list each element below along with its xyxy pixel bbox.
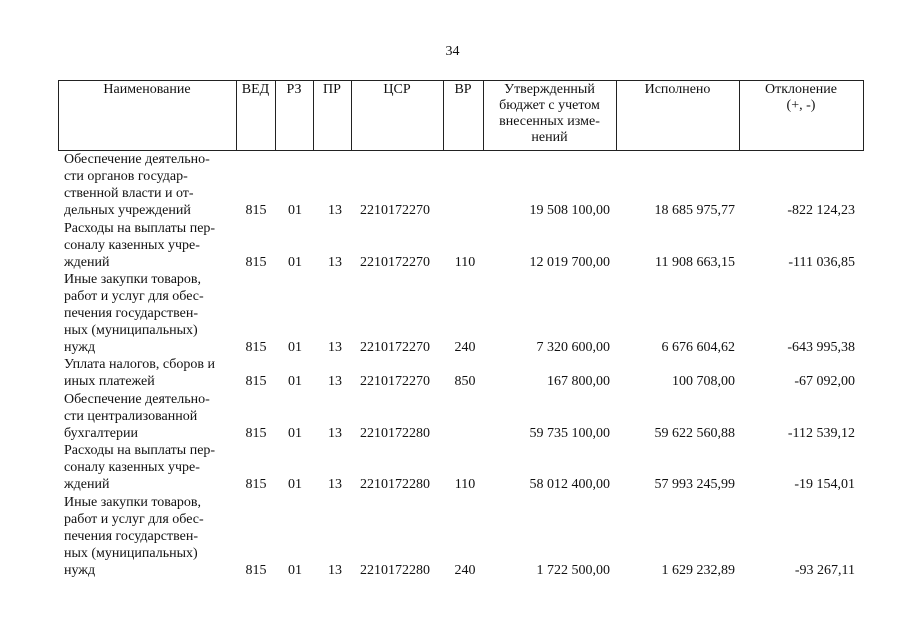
row-vr: 850 (454, 374, 476, 389)
page-number: 34 (445, 44, 460, 59)
row-csr: 2210172280 (360, 426, 430, 441)
row-vr: 240 (454, 563, 476, 578)
header-csr: ЦСР (383, 82, 411, 97)
row-executed: 100 708,00 (672, 374, 735, 389)
row-deviation: -112 539,12 (787, 426, 855, 441)
row-deviation: -643 995,38 (787, 340, 855, 355)
row-vr: 110 (454, 477, 476, 492)
row-executed: 57 993 245,99 (654, 477, 735, 492)
row-name: Расходы на выплаты пер- соналу казенных учре- ждений (64, 443, 216, 492)
row-pr: 13 (328, 426, 342, 441)
row-ved: 815 (245, 255, 267, 270)
header-pr: ПР (323, 82, 341, 97)
row-name: Иные закупки товаров, работ и услуг для обес- печения государствен- ных (муниципальных) нужд (64, 495, 204, 578)
row-deviation: -93 267,11 (794, 563, 855, 578)
row-name: Иные закупки товаров, работ и услуг для обес- печения государствен- ных (муниципальных) нужд (64, 272, 204, 355)
row-pr: 13 (328, 340, 342, 355)
row-deviation: -111 036,85 (788, 255, 855, 270)
row-csr: 2210172270 (360, 374, 430, 389)
row-pr: 13 (328, 477, 342, 492)
table-row (0, 271, 905, 356)
row-rz: 01 (288, 426, 302, 441)
row-csr: 2210172280 (360, 563, 430, 578)
table-row (0, 493, 905, 579)
row-budget: 58 012 400,00 (529, 477, 610, 492)
row-ved: 815 (245, 426, 267, 441)
table-row (0, 219, 905, 271)
row-ved: 815 (245, 203, 267, 218)
row-executed: 11 908 663,15 (655, 255, 735, 270)
row-ved: 815 (245, 374, 267, 389)
row-csr: 2210172270 (360, 203, 430, 218)
row-budget: 19 508 100,00 (529, 203, 610, 218)
row-budget: 1 722 500,00 (536, 563, 610, 578)
row-csr: 2210172280 (360, 477, 430, 492)
row-rz: 01 (288, 563, 302, 578)
row-deviation: -822 124,23 (787, 203, 855, 218)
row-name: Обеспечение деятельно- сти централизованной бухгалтерии (64, 392, 210, 441)
row-name: Уплата налогов, сборов и иных платежей (64, 357, 215, 389)
header-name: Наименование (103, 82, 191, 97)
row-pr: 13 (328, 563, 342, 578)
row-rz: 01 (288, 255, 302, 270)
row-ved: 815 (245, 477, 267, 492)
row-budget: 59 735 100,00 (529, 426, 610, 441)
row-executed: 59 622 560,88 (654, 426, 735, 441)
header-budget: Утвержденный бюджет с учетом внесенных изме- нений (499, 82, 600, 145)
row-budget: 167 800,00 (547, 374, 610, 389)
row-executed: 1 629 232,89 (661, 563, 735, 578)
table-row (0, 442, 905, 493)
row-rz: 01 (288, 374, 302, 389)
row-ved: 815 (245, 340, 267, 355)
row-executed: 18 685 975,77 (654, 203, 735, 218)
row-budget: 7 320 600,00 (536, 340, 610, 355)
row-vr: 110 (454, 255, 476, 270)
header-divider (863, 80, 864, 151)
row-pr: 13 (328, 374, 342, 389)
row-rz: 01 (288, 340, 302, 355)
row-name: Расходы на выплаты пер- соналу казенных учре- ждений (64, 221, 216, 270)
row-rz: 01 (288, 477, 302, 492)
header-executed: Исполнено (644, 82, 711, 97)
row-executed: 6 676 604,62 (661, 340, 735, 355)
header-top-border (58, 80, 864, 81)
row-ved: 815 (245, 563, 267, 578)
header-ved: ВЕД (241, 82, 270, 97)
row-vr: 240 (454, 340, 476, 355)
table-row (0, 150, 905, 219)
table-row (0, 356, 905, 390)
header-deviation: Отклонение (+, -) (765, 82, 837, 113)
table-header (58, 80, 864, 151)
row-name: Обеспечение деятельно- сти органов государ- ственной власти и от- дельных учреждений (64, 152, 210, 218)
row-pr: 13 (328, 203, 342, 218)
table-row (0, 390, 905, 442)
header-vr: ВР (454, 82, 472, 97)
row-deviation: -67 092,00 (794, 374, 855, 389)
row-csr: 2210172270 (360, 340, 430, 355)
row-rz: 01 (288, 203, 302, 218)
row-budget: 12 019 700,00 (529, 255, 610, 270)
row-pr: 13 (328, 255, 342, 270)
row-deviation: -19 154,01 (794, 477, 855, 492)
header-rz: РЗ (286, 82, 302, 97)
row-csr: 2210172270 (360, 255, 430, 270)
